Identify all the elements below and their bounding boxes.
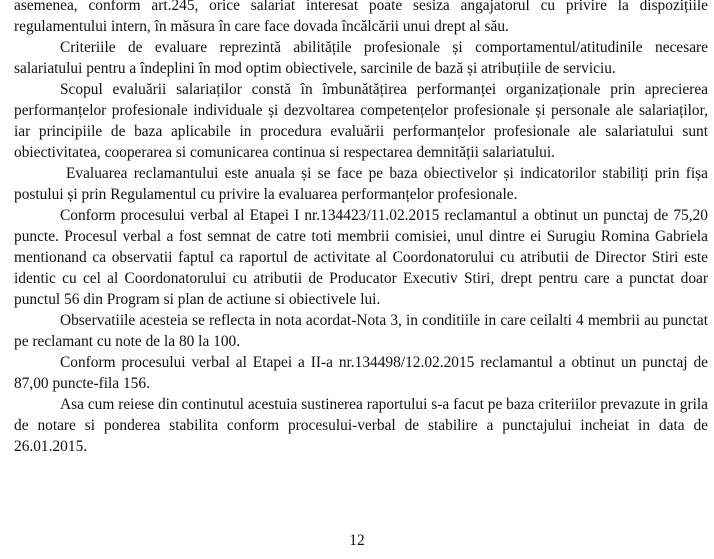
- page-number: 12: [349, 532, 365, 549]
- paragraph-conclusion: Asa cum reiese din continutul acestuia sustinerea raportului s-a facut pe baza criteriilor prevazute in grila de notare si ponderea stabilita conform procesului-verbal de stabilire a punctajului incheiat in data de 26.01.2015.: [14, 396, 708, 455]
- paragraph-stage-one-report: Conform procesului verbal al Etapei I nr.134423/11.02.2015 reclamantul a obtinut un punctaj de 75,20 puncte. Procesul verbal a fost semnat de catre toti membrii comisiei, unul dintre ei Surugiu Romina Gabriela mentionand ca observatii faptul ca raportul de activitate al Coordonatorului cu atributii de Director Stiri este identic cu cel al Coordonatorului cu atributii de Producator Executiv Stiri, drept pentru care a punctat doar punctul 56 din Program si plan de actiune si obiectivele lui.: [14, 207, 708, 308]
- document-body: [14, 0, 708, 457]
- paragraph-stage-two-report: Conform procesului verbal al Etapei a II-a nr.134498/12.02.2015 reclamantul a obtinut un punctaj de 87,00 puncte-fila 156.: [14, 354, 708, 392]
- paragraph-evaluation-criteria: Criteriile de evaluare reprezintă abilitățile profesionale și comportamentul/atitudinile necesare salariatului pentru a îndeplini în mod optim obiectivele, sarcinile de bază și atribuțiile de serviciu.: [14, 39, 708, 77]
- paragraph-annual-evaluation: Evaluarea reclamantului este anuala și se face pe baza obiectivelor și indicatorilor stabiliți prin fișa postului și prin Regulamentul cu privire la evaluarea performanțelor profesionale.: [14, 165, 708, 203]
- paragraph-continuation: asemenea, conform art.245, orice salariat interesat poate sesiza angajatorul cu privire la dispozițiile regulamentului intern, în măsura în care face dovada încălcării unui drept al său.: [14, 0, 708, 35]
- paragraph-evaluation-purpose: Scopul evaluării salariaților constă în îmbunătățirea performanței organizaționale prin aprecierea performanțelor profesionale individuale și dezvoltarea competențelor profesionale și personale ale salariaților, iar principiile de baza aplicabile in procedura evaluării performanțelor profesionale ale salariatului sunt obiectivitatea, cooperarea si comunicarea continua si respectarea demnității salariatului.: [14, 81, 708, 161]
- paragraph-observations: Observatiile acesteia se reflecta in nota acordat-Nota 3, in conditiile in care ceilalti 4 membrii au punctat pe reclamant cu note de la 80 la 100.: [14, 312, 708, 350]
